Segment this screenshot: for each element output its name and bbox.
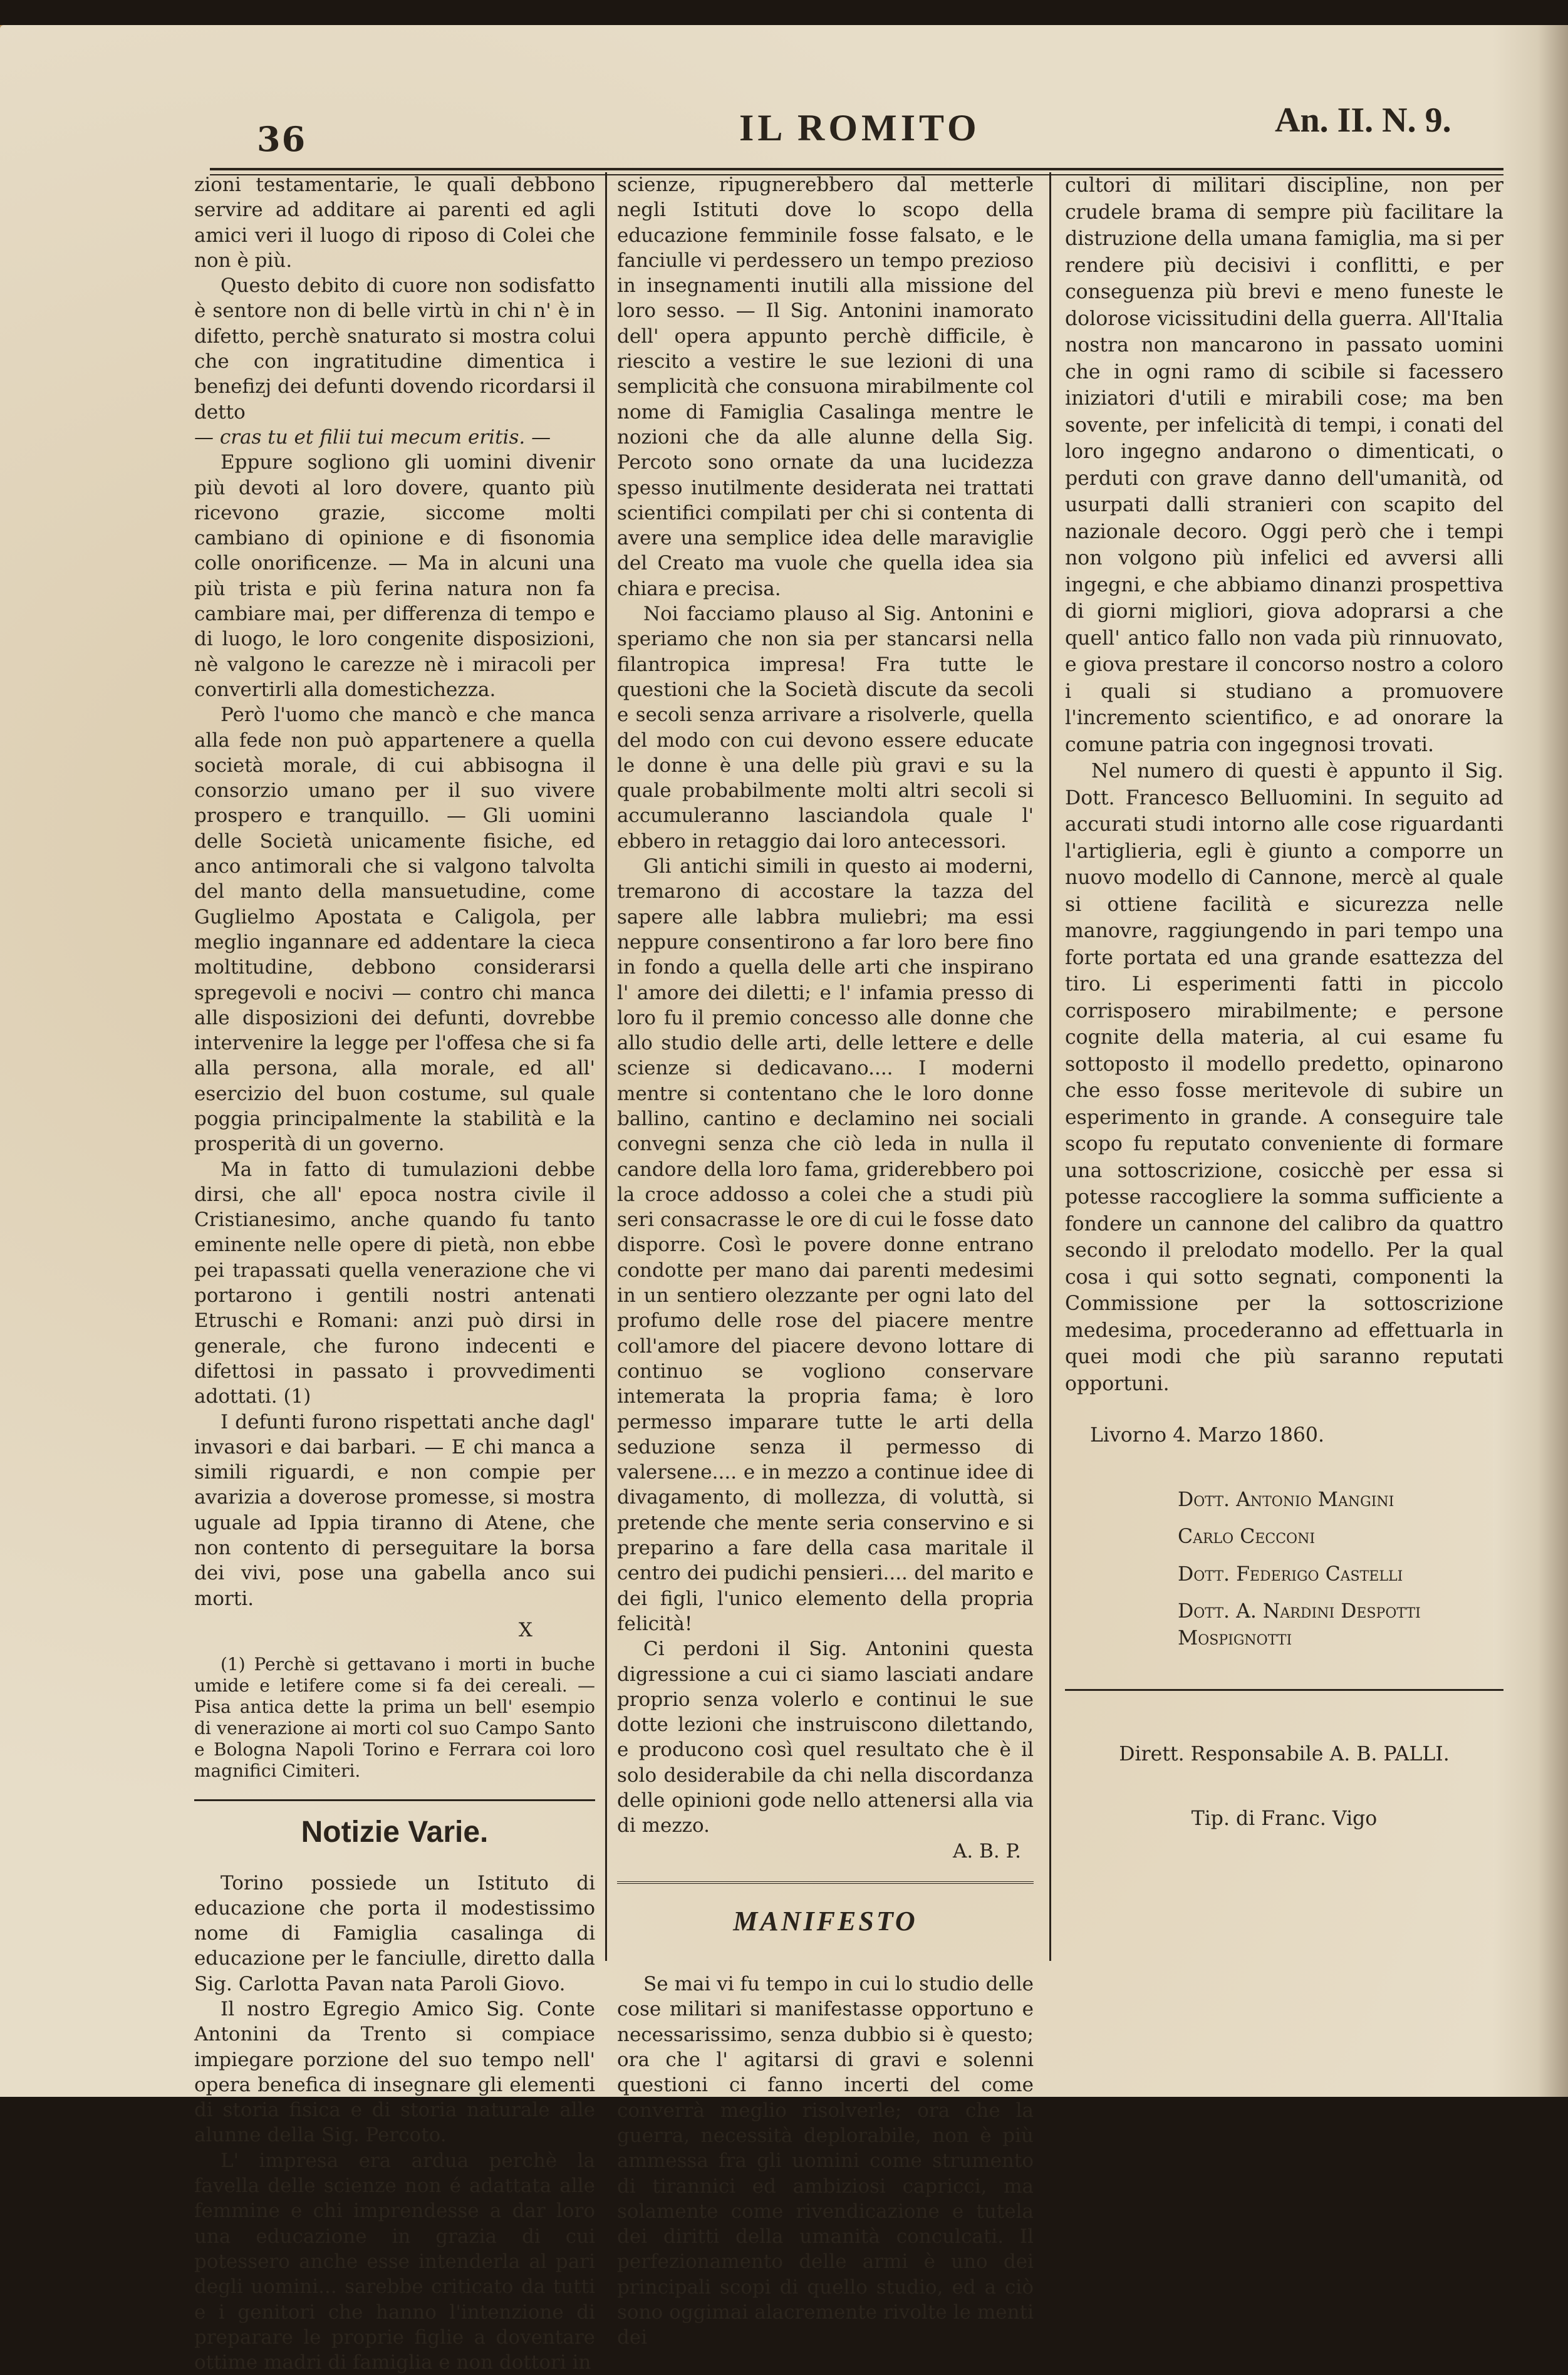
col2-paragraph: Ci perdoni il Sig. Antonini questa digressione a cui ci siamo lasciati andare proprio senza volerlo e continui le sue dotte lezioni che instruiscono dilettando, e producono così quel resultato che è il solo desiderabile da chi nella discordanza delle opinioni gode nello attenersi alla via di mezzo.	[617, 1638, 1034, 1837]
signatory: Dott. A. Nardini Despotti Mospignotti	[1178, 1600, 1421, 1650]
masthead	[0, 88, 1568, 169]
section-rule	[1065, 1689, 1503, 1691]
col3-paragraph: cultori di militari discipline, non per crudele brama di sempre più facilitare la distruzione della umana famiglia, ma si per rendere più decisivi i conflitti, e per conseguenza più brevi e meno funeste le dolorose vicissitudini della guerra. All'Italia nostra non mancarono in passato uomini che in ogni ramo di scibile si facessero iniziatori d'utili e mirabili cose; ma ben sovente, per infelicità di tempi, i conati del loro ingegno andarono o dimenticati, o perduti con grave danno dell'umanità, od usurpati dalli stranieri con scapito del nazionale decoro. Oggi però che i tempi non volgono più infelici ed avversi alli ingegni, e che abbiamo dinanzi prospettiva di giorni migliori, giova adoprarsi a che quell' antico fallo non vada più rinnuovato, e giova prestare il concorso nostro a coloro i quali si studiano a promuovere l'incremento scientifico, e ad onorare la comune patria con ingegnosi trovati.	[1065, 174, 1503, 756]
issue-info: An. II. N. 9.	[1275, 101, 1451, 140]
manifesto-date: Livorno 4. Marzo 1860.	[1090, 1424, 1324, 1447]
director-line: Dirett. Responsabile A. B. PALLI.	[1119, 1743, 1450, 1765]
column-divider-1	[605, 172, 607, 1961]
col3-paragraph: Nel numero di questi è appunto il Sig. Dott. Francesco Belluomini. In seguito ad accurati studi intorno alle cose riguardanti l'artiglieria, egli è giunto a comporre un nuovo modello di Cannone, mercè al quale si ottiene facilità e sicurezza nelle manovre, raggiungendo in pari tempo una forte portata ed una grande esattezza del tiro. Li esperimenti fatti in piccolo corrisposero mirabilmente; e persone cognite della materia, al cui esame fu sottoposto il modello predetto, opinarono che esso fosse meritevole di subire un esperimento in grande. A conseguire tale scopo fu reputato conveniente di formare una sottoscrizione, cosicchè per essa si potesse raccogliere la somma sufficiente a fondere un cannone del calibro da quattro secondo il prelodato modello. Per la qual cosa i qui sotto segnati, componenti la Commissione per la sottoscrizione medesima, procederanno ad effettuarla in quei modi che più saranno reputati opportuni.	[1065, 760, 1503, 1395]
signatory-list	[1065, 1487, 1503, 1652]
manifesto-heading: MANIFESTO	[733, 1905, 918, 1936]
column-3	[1065, 172, 1503, 1832]
col2-signature: A. B. P.	[952, 1839, 1021, 1863]
notizie-heading: Notizie Varie.	[301, 1816, 489, 1849]
manifesto-paragraph: Se mai vi fu tempo in cui lo studio delle cose militari si manifestasse opportuno e necessarissimo, senza dubbio si è questo; ora che l' agitarsi di gravi e solenni questioni ci fanno incerti del come converrà meglio risolverle; ora che la guerra, necessità deplorabile, non è più ammessa fra gli uomini come strumento di tirannici ed ambiziosi capricci, ma solamente come rivendicazione e tutela dei diritti della umanità conculcati. Il perfezionamento delle armi è uno dei principali scopi di quello studio, ed a ciò sono oggimai alacremente rivolte le menti dei	[617, 1973, 1034, 2349]
signatory: Carlo Cecconi	[1178, 1525, 1316, 1548]
signatory: Dott. Federigo Castelli	[1178, 1562, 1403, 1586]
journal-title: IL ROMITO	[739, 107, 980, 148]
column-2	[617, 172, 1034, 2351]
article-signature: X	[518, 1618, 532, 1641]
column-1	[194, 172, 595, 2375]
printer-line: Tip. di Franc. Vigo	[1191, 1807, 1378, 1830]
notizie-paragraph: Torino possiede un Istituto di educazione che porta il modestissimo nome di Famiglia casalinga di educazione per le fanciulle, diretto dalla Sig. Carlotta Pavan nata Paroli Giovo.	[194, 1871, 595, 1995]
col2-paragraph: scienze, ripugnerebbero dal metterle negli Istituti dove lo scopo della educazione femminile fosse falsato, e le fanciulle vi perdessero un tempo prezioso in insegnamenti inutili alla missione del loro sesso. — Il Sig. Antonini inamorato dell' opera appunto perchè difficile, è riescito a vestire le sue lezioni di una semplicità che consuona mirabilmente col nome di Famiglia Casalinga mentre le nozioni che da alle alunne della Sig. Percoto sono ornate da una lucidezza spesso inutilmente desiderata nei trattati scientifici compilati per chi si contenta di avere una semplice idea delle maraviglie del Creato ma vuole che quella idea sia chiara e precisa.	[617, 174, 1034, 600]
col1-paragraph: Questo debito di cuore non sodisfatto è sentore non di belle virtù in chi n' è in difetto, perchè snaturato si mostra colui che con ingratitudine dimentica i benefizj dei defunti dovendo ricordarsi il detto	[194, 274, 595, 424]
col1-paragraph: zioni testamentarie, le quali debbono servire ad additare ai parenti ed agli amici veri il luogo di riposo di Colei che non è più.	[194, 174, 595, 272]
notizie-paragraph: Il nostro Egregio Amico Sig. Conte Antonini da Trento si compiace impiegare porzione del suo tempo nell' opera benefica di insegnare gli elementi di storia fisica e di storia naturale alle alunne della Sig. Percoto.	[194, 1998, 595, 2147]
col1-paragraph: Però l'uomo che mancò e che manca alla fede non può appartenere a quella società morale, di cui abbisogna il consorzio umano per il suo vivere prospero e tranquillo. — Gli uomini delle Società unicamente fisiche, ed anco antimorali che si valgono talvolta del manto della mansuetudine, come Guglielmo Apostata e Caligola, per meglio ingannare ed addentare la cieca moltitudine, debbono considerarsi spregevoli e nocivi — contro chi manca alle disposizioni dei defunti, dovrebbe intervenire la legge per l'offesa che si fa alla persona, alla morale, ed all' esercizio del buon costume, sul quale poggia principalmente la stabilità e la prosperità di un governo.	[194, 704, 595, 1156]
col1-paragraph: Ma in fatto di tumulazioni debbe dirsi, che all' epoca nostra civile il Cristianesimo, anche quando fu tanto eminente nelle opere di pietà, non ebbe pei trapassati quella venerazione che vi portarono i gentili nostri antenati Etruschi e Romani: anzi può dirsi in generale, che furono indecenti e difettosi in passato i provvedimenti adottati. (1)	[194, 1158, 595, 1408]
section-rule	[617, 1881, 1034, 1884]
col1-paragraph: I defunti furono rispettati anche dagl' invasori e dai barbari. — E chi manca a simili riguardi, e non compie per avarizia a doverose promesse, si mostra uguale ad Ippia tiranno di Atene, che non contento di perseguitare la borsa dei vivi, pose una gabella anco sui morti.	[194, 1410, 595, 1610]
section-rule	[194, 1799, 595, 1801]
col2-paragraph: Noi facciamo plauso al Sig. Antonini e speriamo che non sia per stancarsi nella filantropica impresa! Fra tutte le questioni che la Società discute da secoli e secoli senza arrivare a risolverle, quella del modo con cui devono essere educate le donne è una delle più gravi e su la quale probabilmente molti altri secoli si accumuleranno lasciandola quale l' ebbero in retaggio dai loro antecessori.	[617, 603, 1034, 853]
footnote: (1) Perchè si gettavano i morti in buche umide e letifere come si fa dei cereali. — Pisa antica dette la prima un bell' esempio di venerazione ai morti col suo Campo Santo e Bologna Napoli Torino e Ferrara coi loro magnifici Cimiteri.	[194, 1654, 595, 1782]
column-divider-2	[1049, 172, 1051, 1961]
page-edge-right	[1493, 25, 1568, 2097]
notizie-paragraph: L' impresa era ardua perchè la favella delle scienze non é adattata alle femmine e chi imprendesse a dar loro una educazione in grazia di cui potessero anche esse intenderla al pari degli uomini... sarebbe criticato da tutti e i genitori che hanno l'intenzione di preparare le proprie figlie a doventare ottime madri di famiglia e non dottori in	[194, 2149, 595, 2374]
col2-paragraph: Gli antichi simili in questo ai moderni, tremarono di accostare la tazza del sapere alle labbra muliebri; ma essi neppure consentirono a far loro bere fino in fondo a quella delle arti che inspirano l' amore dei diletti; e l' infamia presso di loro fu il premio concesso alle donne che allo studio delle arti, delle lettere e delle scienze si dedicavano.... I moderni mentre si contentano che le loro donne ballino, cantino e declamino nei sociali convegni senza che ciò leda in nulla il candore della loro fama, griderebbero poi la croce addosso a colei che a studi più seri consacrasse le ore di cui le fosse dato disporre. Così le povere donne entrano condotte per mano dai parenti medesimi in un sentiero olezzante per ogni lato del profumo delle rose del piacere mentre coll'amore del piacere devono lottare di continuo se vogliono conservare intemerata la propria fama; è loro permesso imparare tutte le arti della seduzione senza il permesso di valersene.... e in mezzo a continue idee di divagamento, di mollezza, di voluttà, si pretende che mente seria conservino e si preparino a fare della casa maritale il centro dei pudichi pensieri.... del marito e dei figli, l'unico elemento della propria felicità!	[617, 855, 1034, 1635]
page-number: 36	[257, 119, 307, 159]
signatory: Dott. Antonio Mangini	[1178, 1488, 1394, 1511]
latin-quote: — cras tu et filii tui mecum eritis. —	[194, 425, 551, 449]
col1-paragraph: Eppure sogliono gli uomini divenir più devoti al loro dovere, quanto più ricevono grazie, siccome molti cambiano di opinione e di fisonomia colle onorificenze. — Ma in alcuni una più trista e più ferina natura non fa cambiare mai, per differenza di tempo e di luogo, le loro congenite disposizioni, nè valgono le carezze nè i miracoli per convertirli alla domestichezza.	[194, 451, 595, 701]
